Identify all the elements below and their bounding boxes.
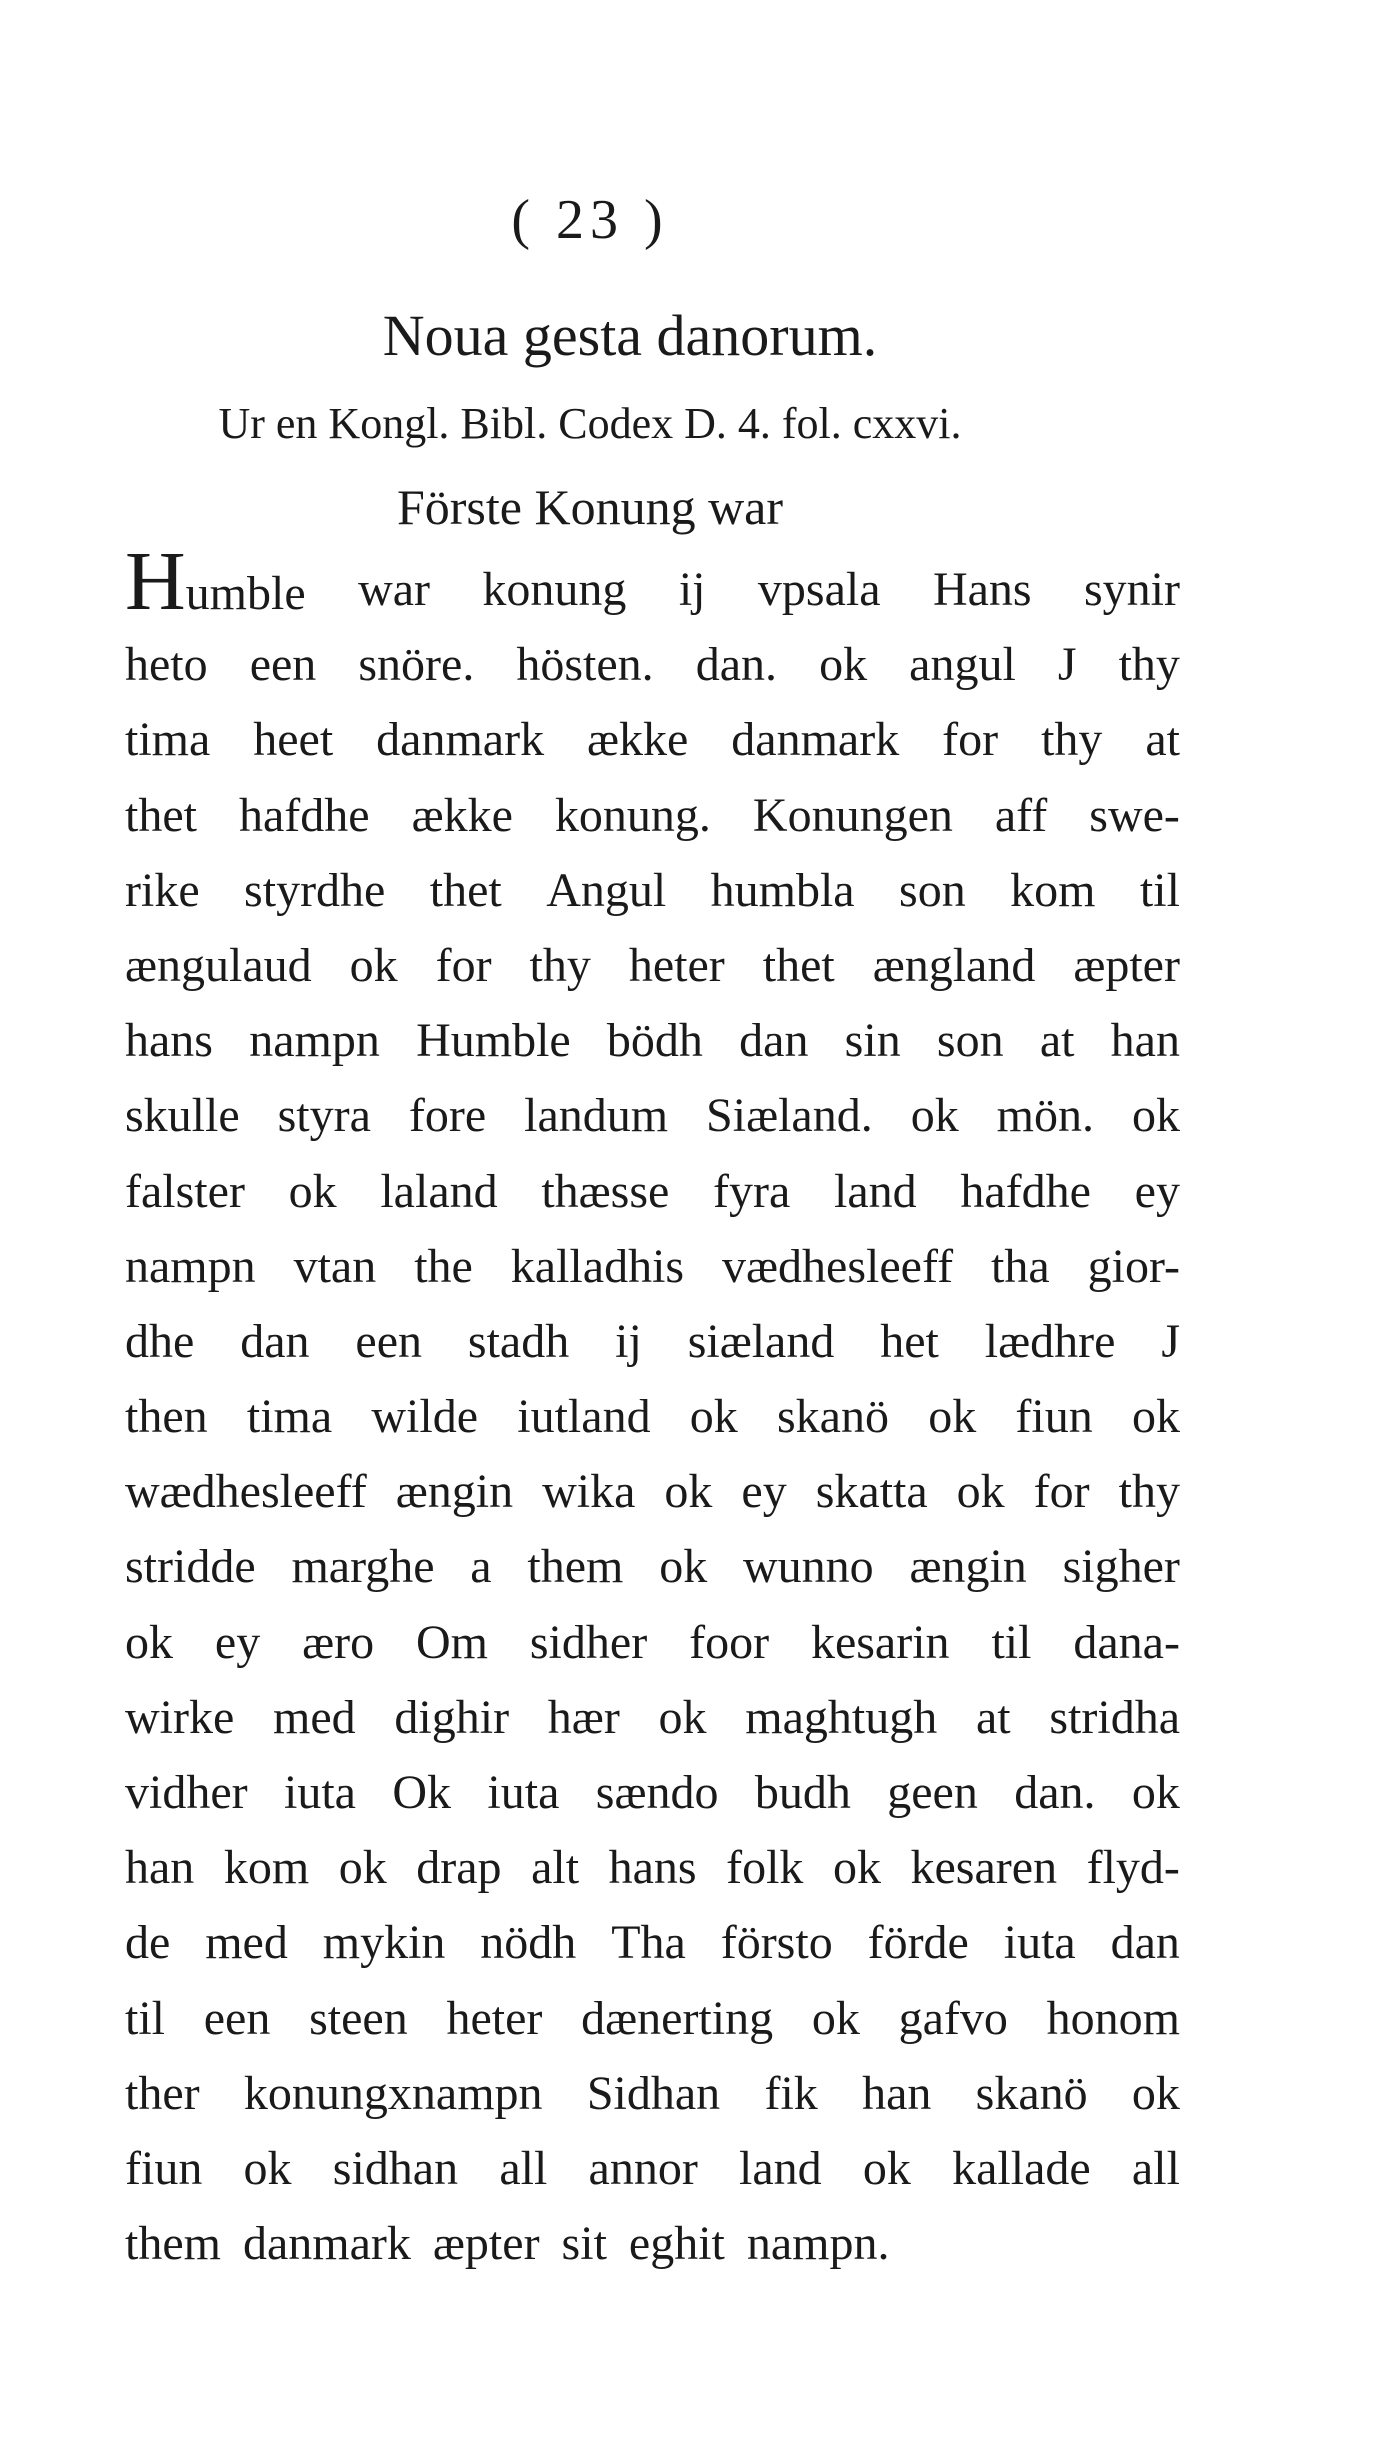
word: tima — [246, 1390, 333, 1444]
text-line — [125, 1529, 1180, 1604]
word: son — [936, 1014, 1004, 1068]
word: fiun — [1015, 1390, 1093, 1444]
word: J — [1161, 1314, 1180, 1368]
word: wilde — [371, 1390, 479, 1444]
source-note: Ur en Kongl. Bibl. Codex D. 4. fol. cxxvi. — [218, 399, 962, 448]
section-heading: Förste Konung war — [396, 479, 784, 535]
word: fiun — [125, 2141, 203, 2195]
word: skanö — [975, 2066, 1088, 2120]
word: J — [1057, 638, 1077, 692]
text-line — [125, 627, 1180, 702]
word: hær — [547, 1690, 620, 1744]
word: han — [1110, 1014, 1180, 1068]
word: folk — [726, 1841, 804, 1895]
word: een — [355, 1314, 423, 1368]
word: iuta — [284, 1766, 356, 1819]
word: fore — [408, 1089, 487, 1143]
word: drap — [416, 1841, 502, 1895]
word: heter — [446, 1991, 543, 2045]
word: thet — [125, 788, 197, 842]
word: land — [739, 2141, 822, 2195]
word: swe- — [1089, 788, 1180, 842]
word: thet — [429, 863, 502, 917]
text-line — [125, 1304, 1180, 1379]
text-line — [125, 2056, 1180, 2131]
word: thet — [762, 938, 835, 992]
word: vædhesleeff — [722, 1239, 954, 1293]
text-line-first — [125, 535, 1180, 628]
word: thy — [529, 938, 591, 992]
word: danmark — [376, 713, 545, 767]
word: skanö — [777, 1390, 889, 1444]
word: all — [1131, 2141, 1180, 2195]
word: Konungen — [752, 788, 953, 842]
word: the — [414, 1239, 473, 1293]
text-line: them danmark æpter sit eghit nampn. — [125, 2217, 890, 2271]
word: dhe — [125, 1314, 195, 1368]
word: honom — [1046, 1991, 1180, 2045]
drop-cap: H — [125, 535, 186, 628]
word: annor — [588, 2141, 698, 2195]
text-line — [125, 702, 1180, 777]
word: med — [273, 1690, 356, 1744]
text-line — [125, 2131, 1180, 2206]
word: iuta — [487, 1766, 560, 1819]
word: hans — [125, 1014, 213, 1068]
word: hans — [608, 1841, 697, 1895]
word: æro — [302, 1615, 375, 1669]
word: stridde — [125, 1540, 256, 1594]
word: kom — [223, 1841, 310, 1895]
word: ok — [243, 2141, 292, 2195]
word: wædhesleeff — [125, 1465, 367, 1519]
word: Humble — [125, 535, 306, 628]
word: nödh — [480, 1916, 577, 1970]
word: kesaren — [910, 1841, 1058, 1895]
word: ok — [910, 1089, 959, 1143]
word: vpsala — [757, 563, 881, 616]
word: son — [899, 863, 966, 917]
word: aff — [994, 788, 1048, 842]
word: hafdhe — [238, 788, 370, 842]
word: gior- — [1087, 1239, 1180, 1293]
text-line — [125, 1154, 1180, 1229]
word: thæsse — [541, 1164, 670, 1218]
word: iuta — [1003, 1916, 1076, 1970]
word: ok — [288, 1164, 337, 1218]
word: kalladhis — [510, 1239, 685, 1293]
word: war — [358, 563, 431, 616]
word: vidher — [125, 1766, 248, 1819]
text-line — [125, 1680, 1180, 1755]
page-title: Noua gesta danorum. — [382, 303, 878, 368]
text-line — [125, 853, 1180, 928]
word: mön. — [996, 1089, 1094, 1143]
word: Sidhan — [586, 2066, 721, 2120]
word: bödh — [606, 1014, 703, 1068]
word: Siæland. — [706, 1089, 873, 1143]
word: rike — [125, 863, 200, 917]
word: ok — [1131, 1390, 1180, 1444]
word: dan — [739, 1014, 809, 1068]
word: land — [834, 1164, 917, 1218]
word: siæland — [687, 1314, 835, 1368]
word: vtan — [293, 1239, 377, 1293]
text-line — [125, 1755, 1180, 1830]
word: at — [1039, 1014, 1075, 1068]
word: then — [125, 1390, 208, 1444]
word: Humble — [416, 1014, 571, 1068]
text-line — [125, 1003, 1180, 1078]
word: dan — [1110, 1916, 1180, 1970]
word: ængulaud — [125, 938, 312, 992]
word: ok — [832, 1841, 881, 1895]
word: ther — [125, 2066, 200, 2120]
word: med — [205, 1916, 288, 1970]
word: kallade — [952, 2141, 1091, 2195]
word: skatta — [815, 1465, 928, 1519]
word: ok — [956, 1465, 1005, 1519]
word: them — [527, 1540, 624, 1594]
word: ængland — [872, 938, 1036, 992]
word: synir — [1084, 563, 1180, 616]
text-line — [125, 1229, 1180, 1304]
word: ok — [811, 1991, 860, 2045]
word: fyra — [713, 1164, 791, 1218]
word: hösten. — [516, 638, 654, 692]
word: nampn — [249, 1014, 380, 1068]
word: konungxnampn — [243, 2066, 543, 2120]
word: at — [975, 1690, 1011, 1744]
word: angul — [909, 638, 1016, 692]
word: for — [435, 938, 492, 992]
word: snöre. — [358, 638, 475, 692]
word: ok — [1131, 2066, 1180, 2120]
word: styrdhe — [244, 863, 386, 917]
word: fik — [764, 2066, 818, 2120]
word: ængin — [395, 1465, 514, 1519]
word: ok — [664, 1465, 713, 1519]
word: ij — [678, 563, 706, 616]
word: ække — [411, 788, 513, 842]
word: sigher — [1062, 1540, 1180, 1594]
word: ij — [615, 1314, 642, 1368]
word: danmark — [731, 713, 900, 767]
word: wunno — [742, 1540, 874, 1594]
word: styra — [277, 1089, 371, 1143]
word: ok — [658, 1690, 707, 1744]
word: for — [942, 713, 999, 767]
word: ok — [862, 2141, 911, 2195]
word: ok — [338, 1841, 387, 1895]
word: ok — [1131, 1089, 1180, 1143]
text-line — [125, 1379, 1180, 1454]
word: een — [249, 638, 317, 692]
word: Hans — [932, 563, 1032, 616]
word: tima — [125, 713, 211, 767]
word: sin — [844, 1014, 901, 1068]
word: ække — [587, 713, 689, 767]
word: dan. — [695, 638, 778, 692]
text-line — [125, 1981, 1180, 2056]
word: thy — [1118, 1465, 1180, 1519]
word: heto — [125, 638, 208, 692]
word: iutland — [517, 1390, 651, 1444]
word: steen — [309, 1991, 408, 2045]
word: lædhre — [984, 1314, 1116, 1368]
text-line — [125, 778, 1180, 853]
word: ok — [659, 1540, 708, 1594]
word: mykin — [322, 1916, 446, 1970]
text-line — [125, 1078, 1180, 1153]
word: konung — [482, 563, 627, 616]
word: laland — [380, 1164, 498, 1218]
word: maghtugh — [745, 1690, 938, 1744]
word: a — [470, 1540, 492, 1594]
word: geen — [887, 1766, 978, 1819]
word: dan. — [1014, 1766, 1096, 1819]
word: alt — [531, 1841, 580, 1895]
body-text — [125, 535, 1180, 2281]
text-line — [125, 1830, 1180, 1905]
word: at — [1145, 713, 1180, 767]
word: kesarin — [810, 1615, 950, 1669]
word: tha — [991, 1239, 1050, 1293]
word: ok — [689, 1390, 738, 1444]
word: skulle — [125, 1089, 240, 1143]
word: humbla — [710, 863, 855, 917]
page-number: ( 23 ) — [511, 189, 669, 251]
word: for — [1033, 1465, 1090, 1519]
word: Ok — [392, 1766, 452, 1819]
word: ey — [1134, 1164, 1180, 1218]
word: flyd- — [1086, 1841, 1180, 1895]
word: ey — [741, 1465, 787, 1519]
word: gafvo — [898, 1991, 1008, 2045]
word: dan — [240, 1314, 310, 1368]
word: wika — [542, 1465, 636, 1519]
text-line — [125, 928, 1180, 1003]
word: æpter — [1073, 938, 1180, 992]
word: nampn — [125, 1239, 256, 1293]
word: falster — [125, 1164, 245, 1218]
word: til — [1139, 863, 1180, 917]
word: stadh — [467, 1314, 570, 1368]
word: sidhan — [332, 2141, 459, 2195]
word: ok — [1131, 1766, 1180, 1819]
word: dana- — [1073, 1615, 1180, 1669]
word: förde — [867, 1916, 969, 1970]
word: til — [991, 1615, 1032, 1669]
word: han — [862, 2066, 932, 2120]
word: Angul — [546, 863, 667, 917]
word: Tha — [611, 1916, 686, 1970]
word: heter — [628, 938, 725, 992]
text-line — [125, 1905, 1180, 1980]
word: dænerting — [581, 1991, 774, 2045]
text-line — [125, 1454, 1180, 1529]
word: ængin — [909, 1540, 1027, 1594]
word: han — [125, 1841, 195, 1895]
word: ok — [928, 1390, 977, 1444]
word: Om — [415, 1615, 488, 1669]
word: stridha — [1049, 1690, 1180, 1744]
word: kom — [1010, 863, 1096, 917]
word: thy — [1118, 638, 1180, 692]
word: ey — [214, 1615, 261, 1669]
word: sidher — [529, 1615, 648, 1669]
word: hafdhe — [960, 1164, 1091, 1218]
word: een — [203, 1991, 271, 2045]
word: foor — [689, 1615, 770, 1669]
word: ok — [349, 938, 398, 992]
word: heet — [253, 713, 334, 767]
word: het — [880, 1314, 939, 1368]
word: ok — [819, 638, 868, 692]
word: sændo — [595, 1766, 719, 1819]
text-line — [125, 1605, 1180, 1680]
word: all — [499, 2141, 548, 2195]
word: marghe — [291, 1540, 435, 1594]
word: de — [125, 1916, 171, 1970]
word: försto — [720, 1916, 833, 1970]
word: dighir — [394, 1690, 510, 1744]
word: thy — [1041, 713, 1103, 767]
word: landum — [524, 1089, 669, 1143]
word: wirke — [125, 1690, 235, 1744]
word: til — [125, 1991, 166, 2045]
word: ok — [125, 1615, 173, 1669]
word: konung. — [554, 788, 711, 842]
word: budh — [754, 1766, 851, 1819]
